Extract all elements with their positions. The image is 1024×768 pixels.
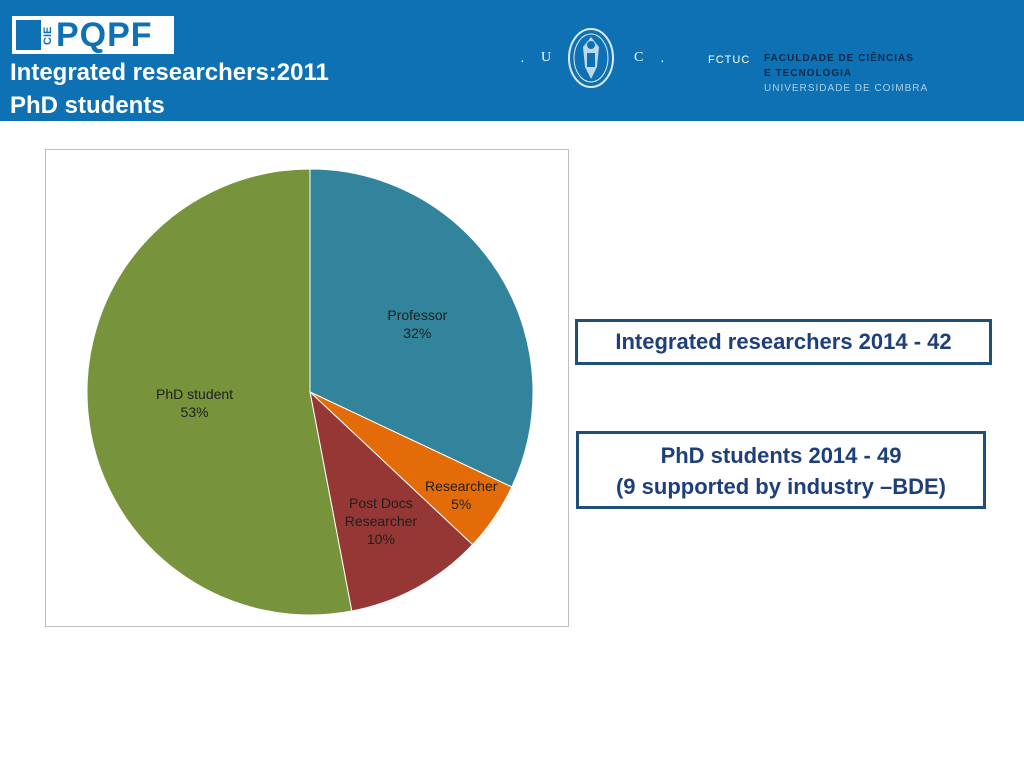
slice-label-researcher: Researcher 5% xyxy=(425,477,498,512)
pie-chart xyxy=(46,150,568,626)
dot-separator: · xyxy=(520,52,525,68)
integrated-researchers-box xyxy=(575,319,992,365)
phd-students-box xyxy=(576,431,986,509)
page-subtitle: PhD students xyxy=(10,92,165,119)
integrated-researchers-text: Integrated researchers 2014 - 42 xyxy=(615,329,952,354)
uc-letter-c: C xyxy=(634,50,644,65)
cie-pqpf-logo xyxy=(12,16,174,54)
phd-industry-text: (9 supported by industry –BDE) xyxy=(615,474,947,499)
logo-cie-text: CIE xyxy=(42,26,54,46)
university-seal-icon xyxy=(567,27,615,89)
logo-pqpf-text: PQPF xyxy=(56,16,153,54)
logo-square-icon xyxy=(16,20,41,50)
slice-label-post-docs-researcher: Post Docs Researcher 10% xyxy=(344,494,418,547)
header-banner xyxy=(0,0,1024,121)
dot-separator: · xyxy=(660,52,665,68)
fctuc-label: FCTUC xyxy=(708,54,751,66)
slice-label-phd-student: PhD student 53% xyxy=(156,385,234,420)
faculty-line-3: UNIVERSIDADE DE COIMBRA xyxy=(764,83,929,94)
uc-letter-u: U xyxy=(541,50,552,65)
page-title: Integrated researchers:2011 xyxy=(10,59,329,86)
faculty-line-2: E TECNOLOGIA xyxy=(764,68,853,79)
faculty-line-1: FACULDADE DE CIÊNCIAS xyxy=(764,53,914,64)
pie-chart-frame xyxy=(45,149,569,627)
slice-label-professor: Professor 32% xyxy=(387,306,448,341)
phd-students-text: PhD students 2014 - 49 xyxy=(660,443,902,468)
